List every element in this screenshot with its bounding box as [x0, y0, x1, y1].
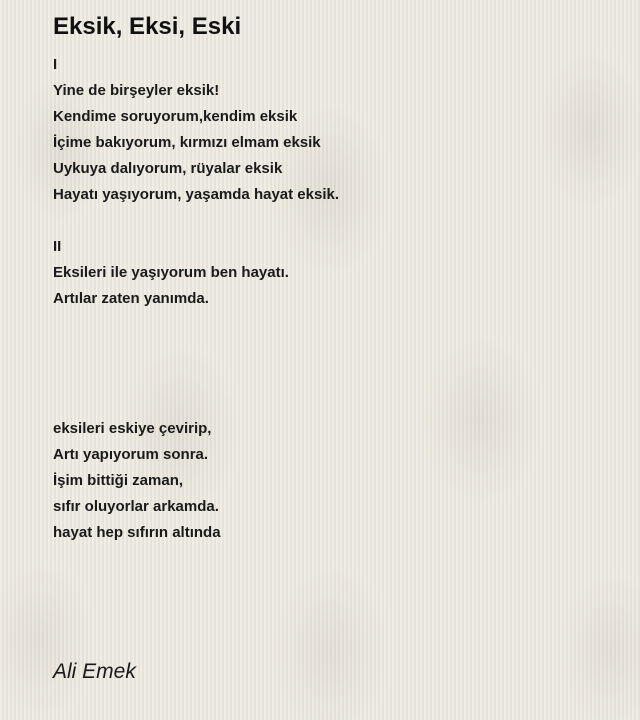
- poem-title: Eksik, Eksi, Eski: [53, 13, 242, 40]
- poem-blank-line: [53, 364, 613, 390]
- poem-blank-line: [53, 390, 613, 416]
- poem-author: Ali Emek: [53, 660, 136, 683]
- poem-blank-line: [53, 312, 613, 338]
- poem-line: Kendime soruyorum,kendim eksik: [53, 108, 298, 125]
- poem-line: Artı yapıyorum sonra.: [53, 446, 209, 463]
- poem-line: Hayatı yaşıyorum, yaşamda hayat eksik.: [53, 186, 339, 203]
- poem-container: [53, 10, 613, 546]
- poem-line: sıfır oluyorlar arkamda.: [53, 498, 219, 515]
- poem-line: Uykuya dalıyorum, rüyalar eksik: [53, 160, 283, 177]
- poem-body: [53, 52, 613, 546]
- poem-blank-line: [53, 338, 613, 364]
- poem-line: I: [53, 56, 58, 73]
- poem-line: Eksileri ile yaşıyorum ben hayatı.: [53, 264, 289, 281]
- poem-line: eksileri eskiye çevirip,: [53, 420, 212, 437]
- poem-line: Artılar zaten yanımda.: [53, 290, 209, 307]
- poem-line: Yine de birşeyler eksik!: [53, 82, 220, 99]
- poem-line: İşim bittiği zaman,: [53, 472, 184, 489]
- poem-line: hayat hep sıfırın altında: [53, 524, 221, 541]
- poem-line: İçime bakıyorum, kırmızı elmam eksik: [53, 134, 321, 151]
- poem-line: II: [53, 238, 62, 255]
- poem-blank-line: [53, 208, 613, 234]
